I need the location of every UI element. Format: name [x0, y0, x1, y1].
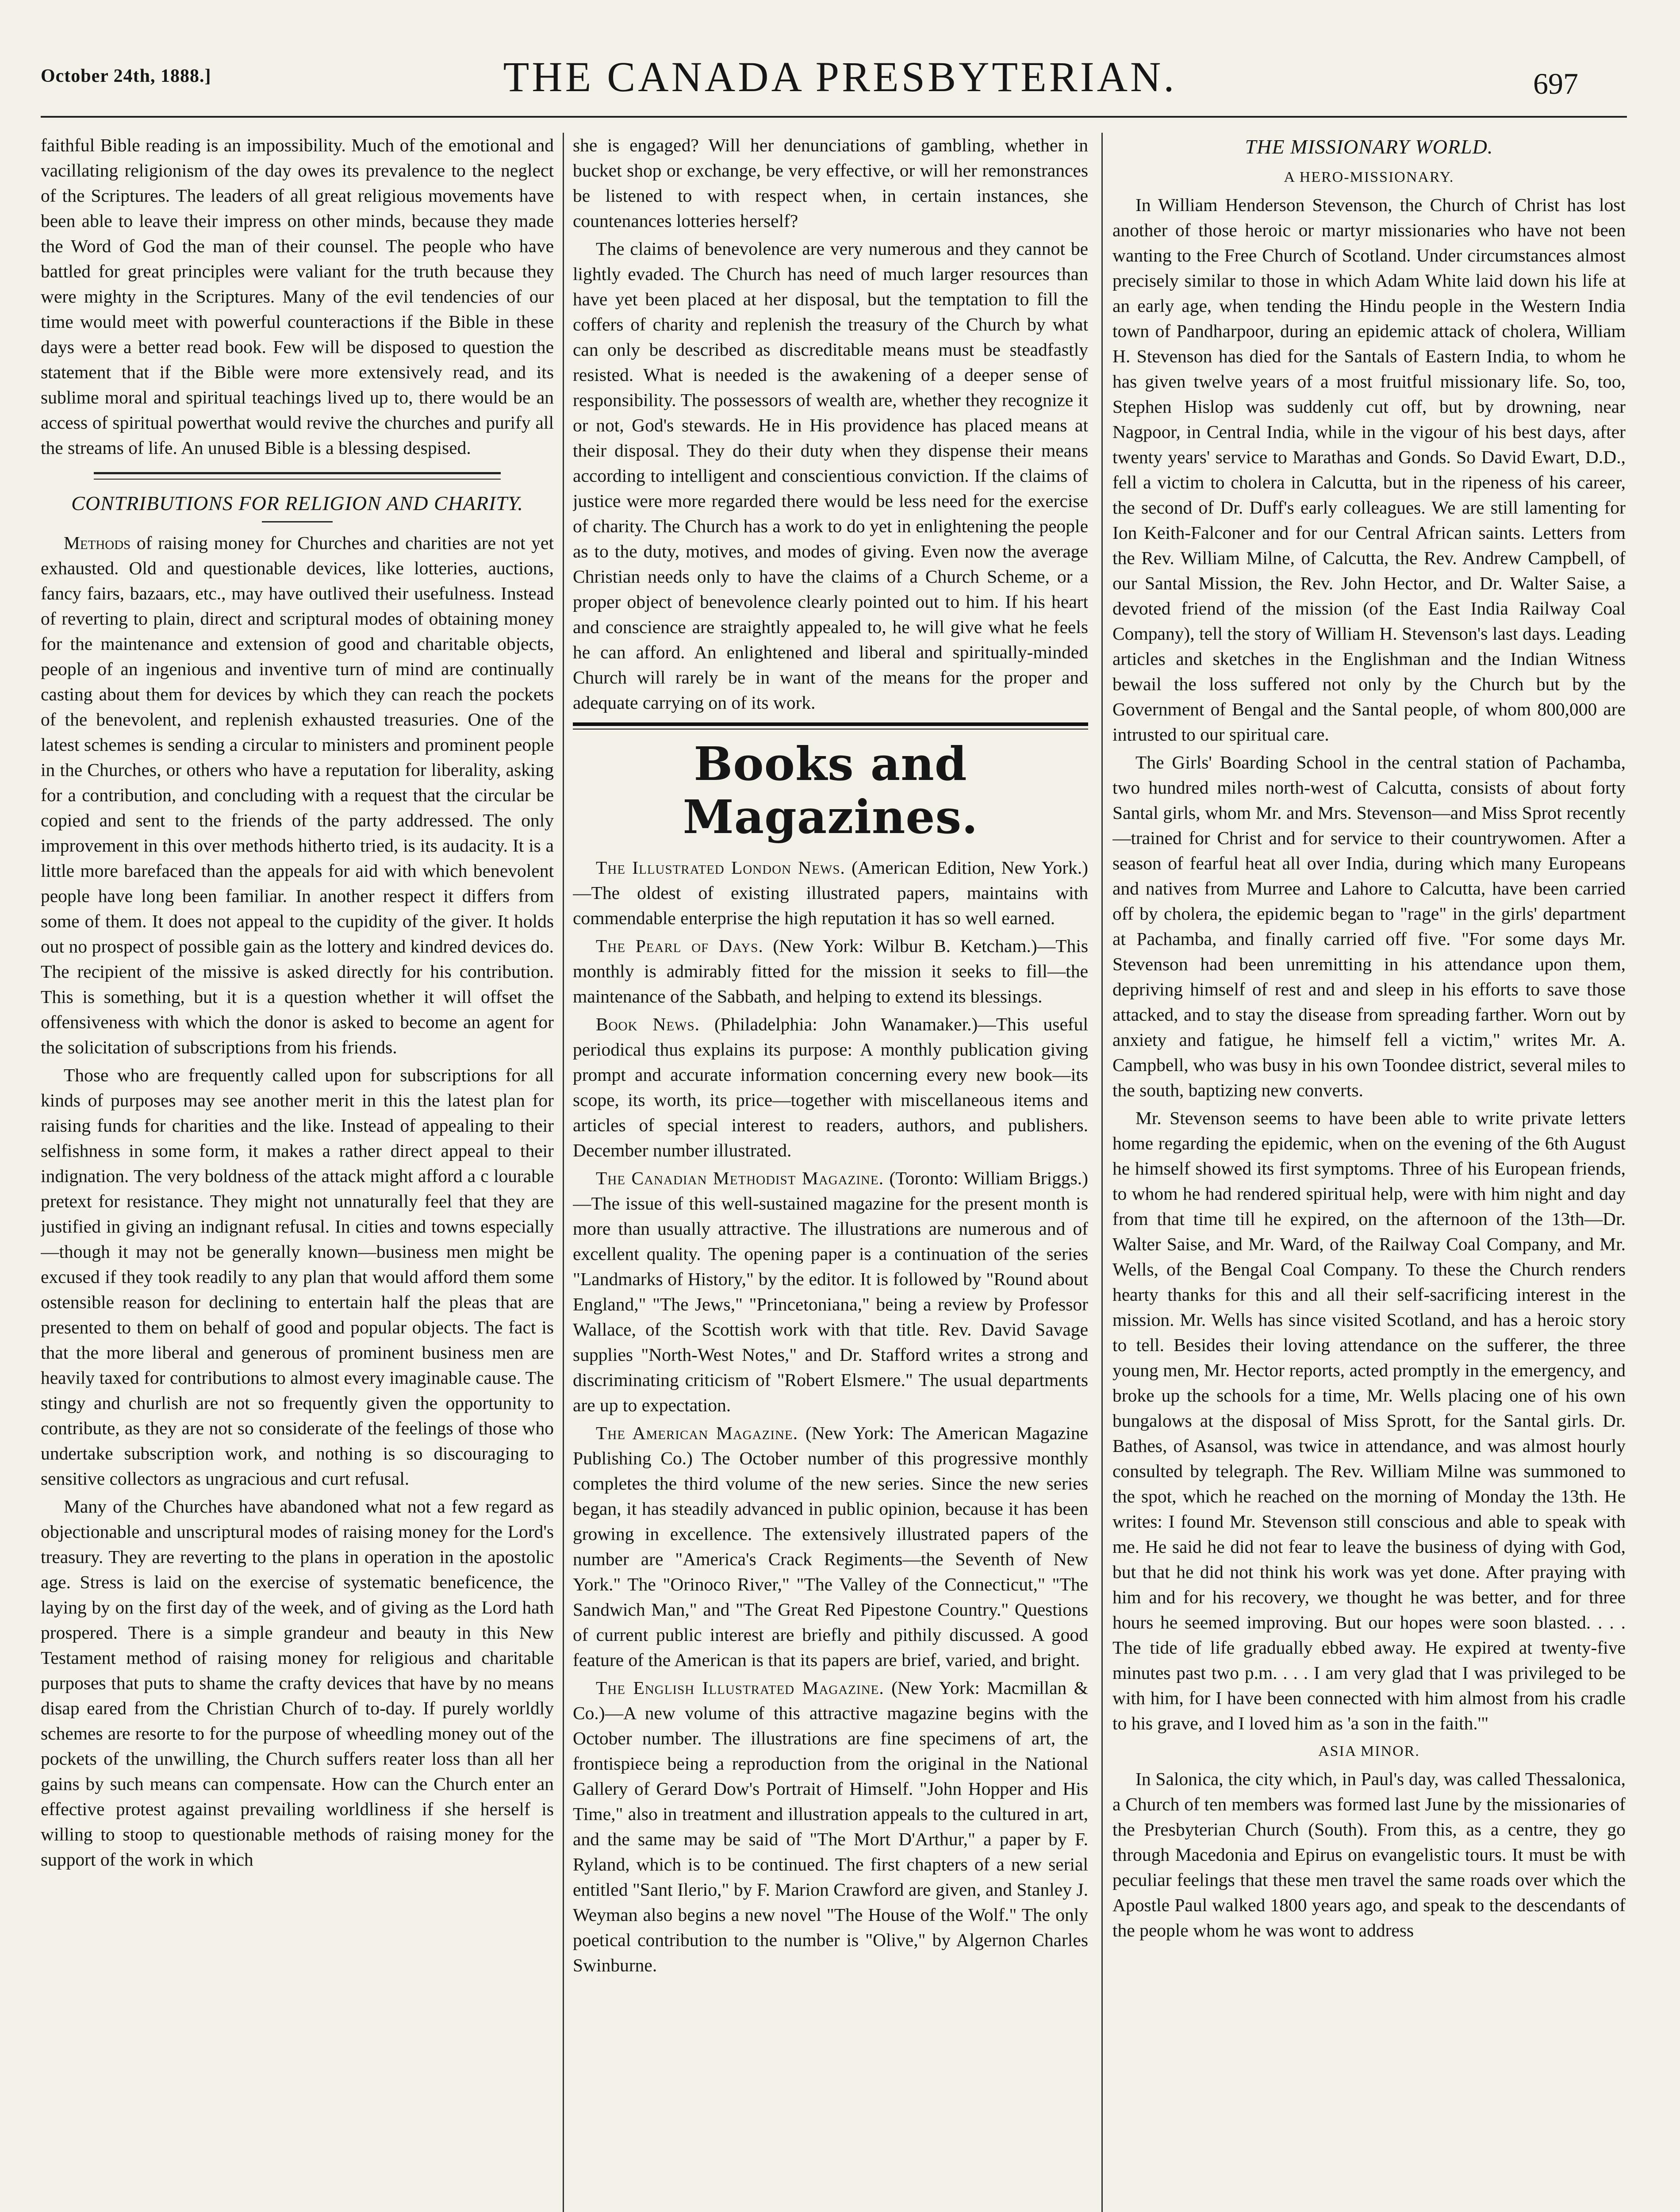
lead-word: Methods [64, 533, 131, 553]
article-heading: CONTRIBUTIONS FOR RELIGION AND CHARITY. [71, 492, 523, 515]
article-paragraph: faithful Bible reading is an impossibility. Much of the emotional and vacillating religionism of the day owes its prevalence to the neglect of the Scriptures. The leaders of all great religious movements have been able to leave their impress on other minds, because they made the Word of God the man of their counsel. The people who have battled for great principles were valiant for the truth because they were mighty in the Scriptures. Many of the evil tendencies of our time would meet with powerful counteractions if the Bible in these days were a better read book. Few will be disposed to question the statement that if the Bible were more extensively read, and its sublime moral and spiritual teachings lived up to, there would be an access of spiritual powerthat would revive the churches and purify all the streams of life. An unused Bible is a blessing despised. [41, 135, 554, 458]
review-text: (New York: Macmillan & Co.)—A new volume of this attractive magazine begins with the October number. The illustrations are fine specimens of art, the frontispiece being a reproduction from the original in the National Gallery of Gerard Dow's Portrait of Himself. "John Hopper and His Time," also in treatment and illustration appeals to the cultured in art, and the same may be said of "The Mort D'Arthur," a paper by F. Ryland, which is to be continued. The first chapters of a new serial entitled "Sant Ilerio," by F. Marion Crawford are given, and Stanley J. Weyman also begins a new novel "The House of the Wolf." The only poetical contribution to the number is "Olive," by Algernon Charles Swinburne. [573, 1678, 1088, 1975]
review-entry [573, 1675, 1088, 1978]
article-paragraph: In William Henderson Stevenson, the Church of Christ has lost another of those heroic or martyr missionaries who have not been wanting to the Free Church of Scotland. Under circumstances almost precisely similar to those in which Adam White laid down his life at an early age, when tending the Hindu people in the Western India town of Pandharpoor, during an epidemic attack of cholera, William H. Stevenson has died for the Santals of Eastern India, to whom he has given twelve years of a most fruitful missionary life. So, too, Stephen Hislop was suddenly cut off, but by drowning, near Nagpoor, in Central India, while in the vigour of his best days, after twenty years' service to Marathas and Gonds. So David Ewart, D.D., fell a victim to cholera in Calcutta, but in the ripeness of his career, the second of Dr. Duff's early colleagues. We are still lamenting for Ion Keith-Falconer and for our Central African saints. Letters from the Rev. William Milne, of Calcutta, the Rev. Andrew Campbell, of our Santal Mission, the Rev. John Hector, and Dr. Walter Saise, a devoted friend of the mission (of the East India Railway Coal Company), tell the story of William H. Stevenson's last days. Leading articles and sketches in the Englishman and the Indian Witness bewail the loss suffered not only by the Church but by the Government of Bengal and the Santal people, of whom 800,000 are intrusted to our spiritual care. [1112, 195, 1626, 745]
review-entry [573, 1166, 1088, 1418]
review-title: The American Magazine. [596, 1423, 798, 1443]
article-paragraph: Mr. Stevenson seems to have been able to write private letters home regarding the epidemic, when on the evening of the 6th August he himself showed its first symptoms. Three of his European friends, to whom he had rendered spiritual help, were with him night and day from that time till he expired, on the afternoon of the 13th—Dr. Walter Saise, and Mr. Ward, of the Railway Coal Company, and Mr. Wells, of the Bengal Coal Company. To these the Church renders hearty thanks for this and all their self-sacrificing interest in the mission. Mr. Wells has since visited Scotland, and has a heroic story to tell. Besides their loving attendance on the sufferer, the three young men, Mr. Hector reports, acted promptly in the emergency, and broke up the schools for a time, Mr. Wells placing one of his own bungalows at the disposal of Miss Sprott, for the Santal girls. Dr. Bathes, of Asansol, was twice in attendance, and was almost hourly consulted by telegraph. The Rev. William Milne was summoned to the spot, which he reached on the morning of Monday the 13th. He writes: I found Mr. Stevenson still conscious and able to speak with me. He said he did not fear to leave the business of dying with God, but that he did not think his work was yet done. After praying with him and for his recovery, we thought he was better, and for three hours he seemed improving. But our hopes were soon blasted. . . . The tide of life gradually ebbed away. He expired at twenty-five minutes past two p.m. . . . I am very glad that I was privileged to be with him, for I have been connected with him almost from his cradle to his grave, and I loved him as 'a son in the faith.'" [1112, 1108, 1626, 1733]
review-text: (Toronto: William Briggs.)—The issue of this well-sustained magazine for the present month is more than usually attractive. The illustrations are numerous and of excellent quality. The opening paper is a continuation of the series "Landmarks of History," by the editor. It is followed by "Round about England," "The Jews," "Princetoniana," being a review by Professor Wallace, of the Scottish work with that title. Rev. David Savage supplies "North-West Notes," and Dr. Stafford writes a strong and discriminating criticism of "Robert Elsmere." The usual departments are up to expectation. [573, 1168, 1088, 1415]
review-text: (New York: Wilbur B. Ketcham.)—This monthly is admirably fitted for the mission it seeks to fill—the maintenance of the Sabbath, and helping to extend its blessings. [573, 936, 1088, 1006]
column-divider [563, 133, 564, 2212]
heading-rule [262, 521, 333, 522]
column-3 [1112, 133, 1626, 2212]
issue-date: October 24th, 1888.] [41, 66, 211, 86]
article-subheading: ASIA MINOR. [1318, 1743, 1420, 1759]
review-title: Book News. [596, 1014, 700, 1034]
article-paragraph: The claims of benevolence are very numerous and they cannot be lightly evaded. The Church has need of much larger resources than have yet been placed at her disposal, but the temptation to fill the coffers of charity and replenish the treasury of the Church by what can only be described as discreditable means must be steadfastly resisted. What is needed is the awakening of a deeper sense of responsibility. The possessors of wealth are, whether they recognize it or not, God's stewards. He in His providence has placed means at their disposal. They do their duty when they dispense their means according to intelligent and conscientious conviction. If the claims of justice were more regarded there would be less need for the exercise of charity. The Church has a work to do yet in enlightening the people as to the duty, motives, and modes of giving. Even now the average Christian needs only to have the claims of a Church Scheme, or a proper object of benevolence clearly pointed out to him. If his heart and conscience are straightly appealed to, he will give what he feels he can afford. An enlightened and liberal and spiritually-minded Church will rarely be in want of the means for the proper and adequate carrying on of its work. [573, 238, 1088, 713]
masthead [0, 0, 1680, 128]
article-subheading: A HERO-MISSIONARY. [1284, 169, 1454, 185]
section-divider [94, 472, 501, 480]
masthead-rule [41, 116, 1627, 118]
review-title: The Canadian Methodist Magazine. [596, 1168, 884, 1188]
article-paragraph: Many of the Churches have abandoned what not a few regard as objectionable and unscriptural modes of raising money for the Lord's treasury. They are reverting to the plans in operation in the apostolic age. Stress is laid on the exercise of systematic beneficence, the laying by on the first day of the week, and of giving as the Lord hath prospered. There is a simple grandeur and beauty in this New Testament method of raising money for religious and charitable purposes that puts to shame the crafty devices that have by no means disap eared from the Christian Church of to-day. If purely worldly schemes are resorte to for the purpose of wheedling money out of the pockets of the unwilling, the Church suffers reater loss than all her gains by such means can compensate. How can the Church enter an effective protest against prevailing worldliness if she herself is willing to stoop to questionable methods of raising money for the support of the work in which [41, 1496, 554, 1870]
column-2 [573, 133, 1088, 2212]
article-paragraph [41, 530, 554, 1060]
column-1 [41, 133, 554, 2212]
review-title: The Illustrated London News. [596, 857, 845, 878]
article-paragraph: Those who are frequently called upon for subscriptions for all kinds of purposes may see another merit in this the latest plan for raising funds for charities and the like. Instead of appealing to their selfishness in some form, it makes a rather direct appeal to their indignation. The very boldness of the attack might afford a c lourable pretext for resistance. They might not unnaturally feel that they are justified in giving an indignant refusal. In cities and towns especially—though it may not be generally known—business men might be excused if they took readily to any plan that would afford them some ostensible reason for declining to entertain half the pleas that are presented to them on behalf of good and popular objects. The fact is that the more liberal and generous of prominent business men are heavily taxed for contributions to almost every imaginable cause. The stingy and churlish are not so frequently given the opportunity to contribute, as they are not so considerate of the feelings of those who undertake subscription work, and nothing is so discouraging to sensitive collectors as ungracious and curt refusal. [41, 1065, 554, 1489]
review-entry [573, 1421, 1088, 1673]
page-number: 697 [1533, 67, 1578, 100]
review-text: (American Edition, New York.)—The oldest of existing illustrated papers, maintains with commendable enterprise the high reputation it has so well earned. [573, 857, 1088, 928]
article-paragraph: In Salonica, the city which, in Paul's day, was called Thessalonica, a Church of ten members was formed last June by the missionaries of the Presbyterian Church (South). From this, as a centre, they go through Macedonia and Epirus on evangelistic tours. It must be with peculiar feelings that these men travel the same roads over which the Apostle Paul walked 1800 years ago, and speak to the descendants of the people whom he was wont to address [1112, 1769, 1626, 1940]
newspaper-title: THE CANADA PRESBYTERIAN. [503, 53, 1177, 100]
section-divider [573, 722, 1088, 730]
article-paragraph: The Girls' Boarding School in the central station of Pachamba, two hundred miles north-west of Calcutta, consists of about forty Santal girls, whom Mr. and Mrs. Stevenson—and Miss Sprot recently—trained for Christ and for service to their countrywomen. After a season of fearful heat all over India, during which many Europeans and natives from Murree and Lahore to Calcutta, have been carried off by cholera, the epidemic began to "rage" in the girls' department at Pachamba, and finally carried off five. "For some days Mr. Stevenson had been unremitting in his attendance upon them, depriving himself of rest and and sleep in his efforts to save those attacked, and to stay the disease from spreading farther. Worn out by anxiety and fatigue, he himself fell a victim," writes Mr. A. Campbell, who was busy in his own Toondee district, several miles to the south, baptizing new converts. [1112, 752, 1626, 1100]
books-magazines-heading: Books and Magazines. [683, 737, 978, 844]
article-heading: THE MISSIONARY WORLD. [1245, 135, 1493, 158]
article-paragraph: she is engaged? Will her denunciations of gambling, whether in bucket shop or exchange, be very effective, or will her remonstrances be listened to with respect when, in certain instances, she countenances lotteries herself? [573, 135, 1088, 231]
paragraph-text: of raising money for Churches and charities are not yet exhausted. Old and questionable devices, like lotteries, auctions, fancy fairs, bazaars, etc., may have outlived their usefulness. Instead of reverting to plain, direct and scriptural modes of obtaining money for the maintenance and extension of good and charitable objects, people of an ingenious and inventive turn of mind are continually casting about them for devices by which they can reach the pockets of the benevolent, and replenish exhausted treasuries. One of the latest schemes is sending a circular to ministers and prominent people in the Churches, or others who have a reputation for liberality, asking for a contribution, and concluding with a request that the circular be copied and sent to the friends of the party addressed. The only improvement in this over methods hitherto tried, is its audacity. It is a little more barefaced than the appeals for aid with which benevolent people have long been familiar. In another respect it differs from some of them. It does not appeal to the cupidity of the giver. It holds out no prospect of possible gain as the lottery and kindred devices do. The recipient of the missive is asked directly for his contribution. This is something, but it is a question whether it will offset the offensiveness with which the donor is asked to become an agent for the solicitation of subscriptions from his friends. [41, 533, 554, 1057]
review-entry [573, 855, 1088, 931]
review-text: (New York: The American Magazine Publishing Co.) The October number of this progressive monthly completes the third volume of the new series. Since the new series began, it has steadily advanced in public opinion, because it has been growing in excellence. The extensively illustrated papers of the number are "America's Crack Regiments—the Seventh of New York." The "Orinoco River," "The Valley of the Connecticut," "The Sandwich Man," and "The Great Red Pipestone Country." Questions of current public interest are briefly and pithily discussed. A good feature of the American is that its papers are brief, varied, and bright. [573, 1423, 1088, 1670]
column-divider [1101, 133, 1103, 2212]
review-title: The Pearl of Days. [596, 936, 763, 956]
review-text: (Philadelphia: John Wanamaker.)—This useful periodical thus explains its purpose: A monthly publication giving prompt and accurate information concerning every new book—its scope, its worth, its price—together with miscellaneous items and articles of special interest to readers, authors, and publishers. December number illustrated. [573, 1014, 1088, 1160]
review-entry [573, 1012, 1088, 1163]
review-title: The English Illustrated Magazine. [596, 1678, 884, 1698]
review-entry [573, 933, 1088, 1009]
